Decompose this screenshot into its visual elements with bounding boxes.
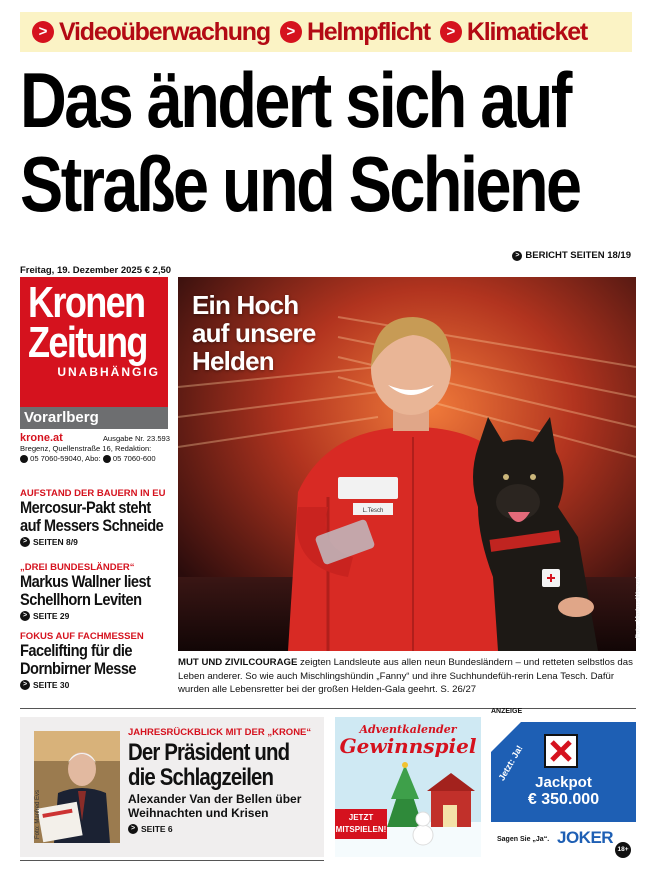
caption-lead: MUT UND ZIVILCOURAGE (178, 657, 298, 668)
divider (20, 708, 636, 709)
story-kicker: AUFSTAND DER BAUERN IN EU (20, 488, 166, 499)
photo-credit: Foto: Markus Wenzel (634, 577, 641, 639)
checkbox-cross-icon (544, 734, 578, 768)
ad-sticker: Jetzt: Ja! (496, 743, 525, 783)
story-page-ref: > SEITE 30 (20, 680, 170, 690)
story-title: Markus Wallner liest (20, 572, 151, 591)
bottom-story[interactable] (20, 717, 324, 857)
chevron-right-icon: > (32, 21, 54, 43)
phone-icon (20, 455, 28, 463)
ad-label: ANZEIGE (491, 708, 523, 715)
phone-icon (103, 455, 111, 463)
headline-line-1: Das ändert sich auf (20, 56, 570, 144)
topic-strip (20, 12, 632, 52)
play-now-button[interactable]: JETZT MITSPIELEN! (335, 809, 387, 839)
story-title: auf Messers Schneide (20, 516, 164, 535)
ad-slogan: Sagen Sie „Ja“. (497, 836, 550, 843)
topic-item[interactable] (32, 18, 270, 47)
logo-line-2: Zeitung (28, 318, 147, 367)
photo-overlay-title: Ein Hoch auf unsere Helden (192, 290, 316, 376)
chevron-right-icon: > (128, 824, 138, 834)
address: Bregenz, Quellenstraße 16, Redaktion: (20, 444, 152, 453)
story-subtitle: Alexander Van der Bellen über Weihnachten und Krisen (128, 792, 302, 820)
caption-text: zeigten Landsleute aus allen neun Bundesländern – und retteten selbstlos das Leben anderer. So wie auch Mischlingshündin „Fanny“ und ihre Suchhundefüh-rerin Lena Tesch. Dafür wurden alle Lebensretter bei der großen Helden-Gala geehrt. S. 26/27 (178, 657, 633, 695)
imprint-box (20, 433, 170, 464)
story-title: Mercosur-Pakt steht (20, 498, 151, 517)
jackpot-text: Jackpot € 350.000 (527, 774, 600, 808)
chevron-right-icon: > (20, 537, 30, 547)
issue-number: Ausgabe Nr. 23.593 (102, 434, 170, 443)
story-kicker: JAHRESRÜCKBLICK MIT DER „KRONE“ (128, 727, 312, 738)
photo-credit: Foto: Manfred Evs (35, 789, 41, 839)
chevron-right-icon: > (280, 21, 302, 43)
topic-label: Klimaticket (466, 17, 588, 46)
side-story[interactable] (20, 562, 170, 621)
name-badge: L.Tesch (362, 508, 384, 514)
story-title: Dornbirner Messe (20, 659, 137, 678)
story-kicker: „DREI BUNDESLÄNDER“ (20, 562, 135, 573)
main-headline[interactable] (20, 58, 632, 226)
story-title: Schellhorn Leviten (20, 590, 142, 609)
story-kicker: FOKUS AUF FACHMESSEN (20, 631, 144, 642)
chevron-right-icon: > (20, 680, 30, 690)
logo-line-1: Kronen (28, 278, 145, 327)
side-story[interactable] (20, 488, 170, 547)
president-illustration (34, 731, 120, 843)
headline-line-2: Straße und Schiene (20, 140, 580, 228)
topic-label: Videoüberwachung (59, 17, 270, 46)
story-title: Der Präsident und die Schlagzeilen (128, 739, 290, 791)
side-story[interactable] (20, 631, 170, 690)
president-photo (34, 731, 120, 843)
topic-item[interactable] (440, 18, 587, 47)
story-page-ref: > SEITE 6 (128, 824, 322, 834)
story-page-ref: > SEITEN 8/9 (20, 537, 170, 547)
logo-tagline: UNABHÄNGIG (57, 365, 160, 379)
story-title: Facelifting für die (20, 641, 133, 660)
phone-editorial: 05 7060-59040, Abo: (30, 454, 101, 463)
page-ref-label: BERICHT SEITEN 18/19 (525, 250, 631, 261)
dateline: Freitag, 19. Dezember 2025 € 2,50 (20, 265, 172, 276)
phone-numbers (20, 454, 170, 464)
age-badge: 18+ (615, 842, 631, 858)
masthead-logo[interactable] (20, 277, 168, 407)
phone-subscription: 05 7060-600 (112, 454, 156, 463)
joker-logo: JOKER (557, 828, 614, 847)
headline-page-ref[interactable] (512, 250, 631, 261)
story-page-ref: > SEITE 29 (20, 611, 170, 621)
main-photo[interactable] (178, 277, 641, 651)
divider (20, 860, 324, 861)
chevron-right-icon: > (20, 611, 30, 621)
chevron-right-icon: > (512, 251, 522, 261)
topic-label: Helmpflicht (306, 17, 430, 46)
bottom-story-text (128, 727, 322, 834)
topic-item[interactable] (280, 18, 430, 47)
advent-contest-teaser[interactable] (335, 717, 481, 857)
region-edition: Vorarlberg (20, 407, 168, 429)
advent-title: Adventkalender Gewinnspiel (339, 723, 477, 758)
photo-caption (178, 656, 636, 697)
website-link[interactable]: krone.at (20, 432, 63, 444)
joker-ad[interactable] (491, 718, 636, 858)
chevron-right-icon: > (440, 21, 462, 43)
